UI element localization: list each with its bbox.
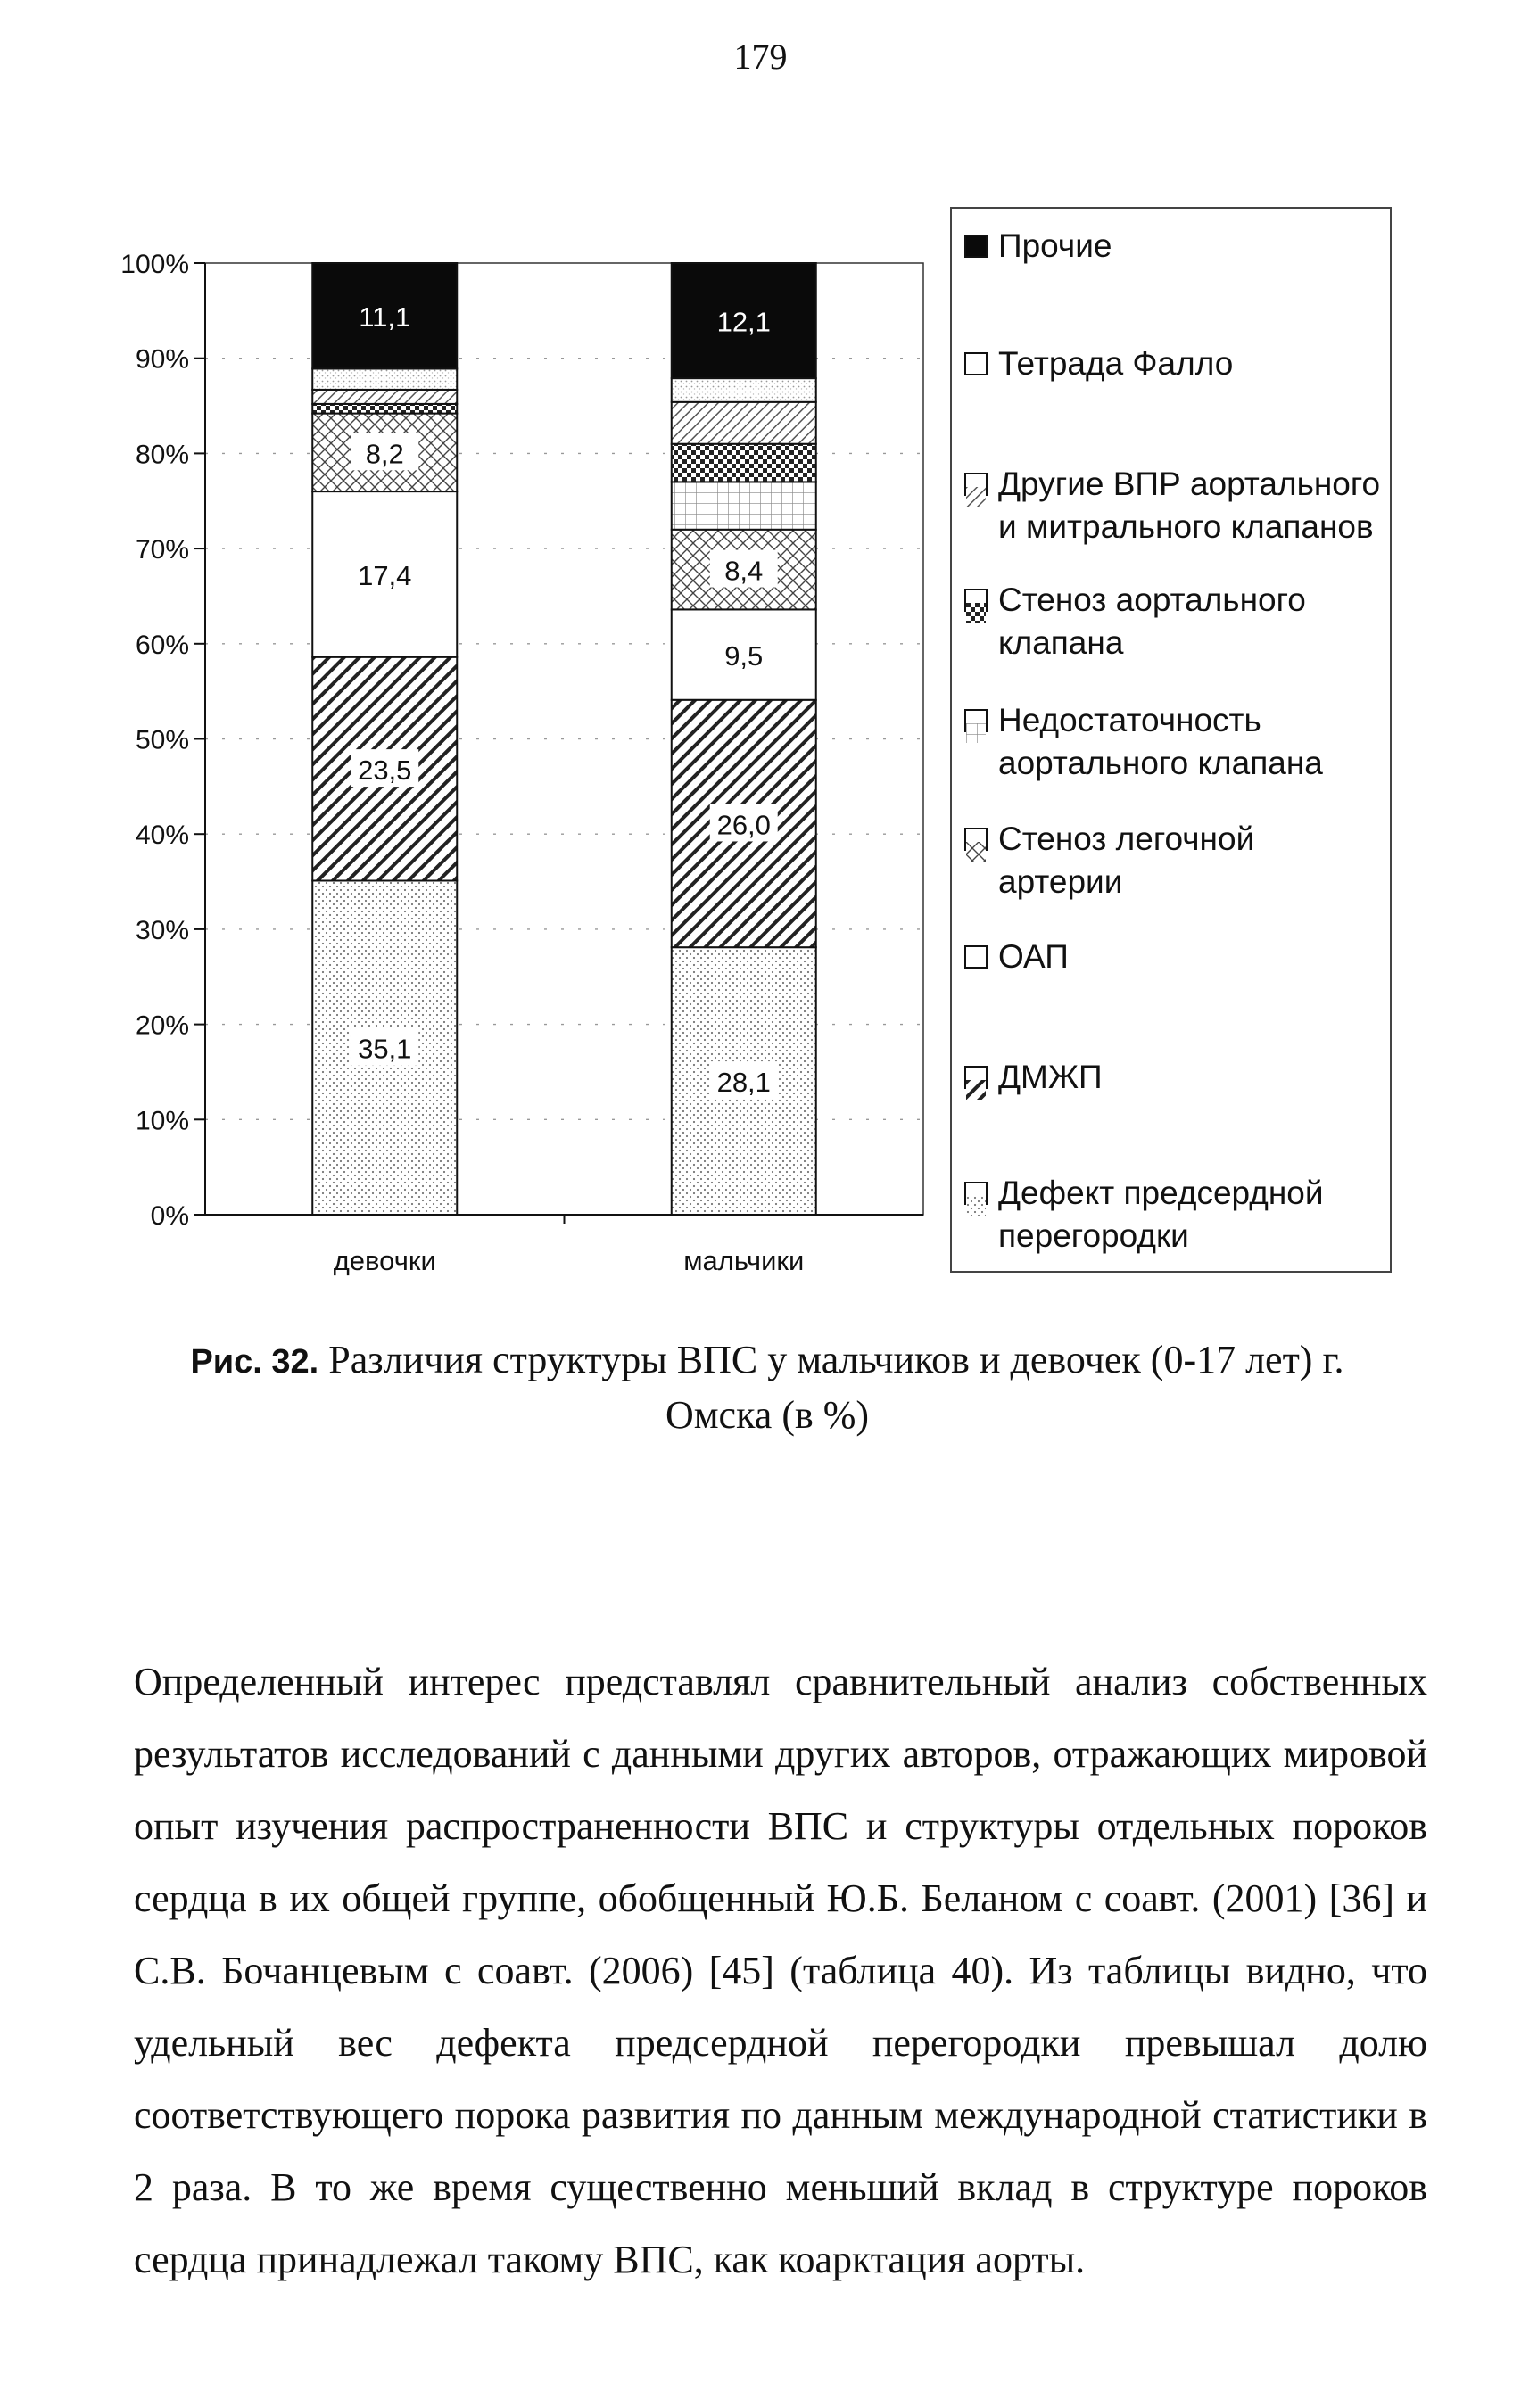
legend-item xyxy=(964,936,1383,978)
legend-label: Тетрада Фалло xyxy=(998,345,1234,382)
chart-legend xyxy=(950,207,1392,1273)
data-label: 17,4 xyxy=(358,559,412,591)
legend-item xyxy=(964,579,1383,664)
bar-segment xyxy=(312,368,457,389)
legend-swatch xyxy=(964,473,988,496)
body-text xyxy=(134,1645,1427,2296)
y-tick-label: 70% xyxy=(135,535,189,565)
page-number: 179 xyxy=(733,37,788,77)
y-tick-label: 50% xyxy=(135,725,189,755)
legend-swatch xyxy=(964,589,988,612)
legend-label: ДМЖП xyxy=(998,1059,1103,1095)
legend-label: Прочие xyxy=(998,227,1112,264)
bar-segment xyxy=(672,378,816,402)
bar-segment xyxy=(672,402,816,444)
bar-segment xyxy=(312,390,457,404)
legend-swatch xyxy=(964,1182,988,1205)
legend-swatch xyxy=(964,828,988,851)
legend-swatch xyxy=(964,1066,988,1089)
data-label: 8,4 xyxy=(724,555,764,587)
data-label: 11,1 xyxy=(359,301,411,334)
y-tick-label: 30% xyxy=(135,915,189,945)
legend-swatch xyxy=(964,352,988,375)
legend-label: ОАП xyxy=(998,938,1069,975)
y-tick-label: 60% xyxy=(135,630,189,660)
legend-swatch xyxy=(964,709,988,732)
y-tick-label: 80% xyxy=(135,440,189,470)
legend-swatch xyxy=(964,945,988,969)
y-tick-label: 20% xyxy=(135,1010,189,1041)
y-tick-label: 0% xyxy=(150,1201,189,1231)
legend-item xyxy=(964,699,1383,785)
bar-segment xyxy=(672,444,816,482)
bar-segment xyxy=(312,404,457,414)
figure-label: Рис. 32. xyxy=(190,1343,319,1381)
y-tick-label: 40% xyxy=(135,821,189,851)
data-label: 23,5 xyxy=(358,755,412,787)
data-label: 12,1 xyxy=(716,306,771,338)
figure-caption-text: Различия структуры ВПС у мальчиков и девочек (0-17 лет) г. Омска (в %) xyxy=(318,1338,1344,1437)
legend-label: Стеноз аортального клапана xyxy=(998,581,1306,661)
legend-swatch xyxy=(964,235,988,258)
legend-label: Недостаточность аортального клапана xyxy=(998,702,1323,781)
data-label: 8,2 xyxy=(365,438,404,470)
figure-caption xyxy=(134,1333,1401,1442)
data-label: 26,0 xyxy=(716,809,771,841)
legend-item xyxy=(964,1172,1383,1258)
paragraph: Определенный интерес представлял сравнительный анализ собственных результатов исследований с данными других авторов, отражающих мировой опыт изучения распространенности ВПС и структуры отдельных пороков сердца в их общей группе, обобщенный Ю.Б. Беланом с соавт. (2001) [36] и С.В. Бочанцевым с соавт. (2006) [45] (таблица 40). Из таблицы видно, что удельный вес дефекта предсердной перегородки превышал долю соответствующего порока развития по данным международной статистики в 2 раза. В то же время существенно меньший вклад в структуре пороков сердца принадлежал такому ВПС, как коарктация аорты. xyxy=(134,1660,1427,2281)
bar-segment xyxy=(672,482,816,529)
legend-label: Дефект предсердной перегородки xyxy=(998,1175,1324,1254)
data-label: 9,5 xyxy=(724,640,764,672)
legend-item xyxy=(964,225,1383,268)
legend-item xyxy=(964,342,1383,385)
y-tick-label: 10% xyxy=(135,1106,189,1136)
y-tick-label: 90% xyxy=(135,344,189,375)
legend-item xyxy=(964,463,1383,548)
x-tick-label: мальчики xyxy=(683,1245,805,1276)
y-tick-label: 100% xyxy=(120,250,189,279)
x-tick-label: девочки xyxy=(333,1245,436,1276)
legend-label: Другие ВПР аортального и митрального клапанов xyxy=(998,466,1381,545)
data-label: 35,1 xyxy=(358,1033,412,1065)
legend-item xyxy=(964,1056,1383,1099)
legend-label: Стеноз легочной артерии xyxy=(998,821,1255,900)
data-label: 28,1 xyxy=(716,1067,771,1099)
legend-item xyxy=(964,818,1383,903)
